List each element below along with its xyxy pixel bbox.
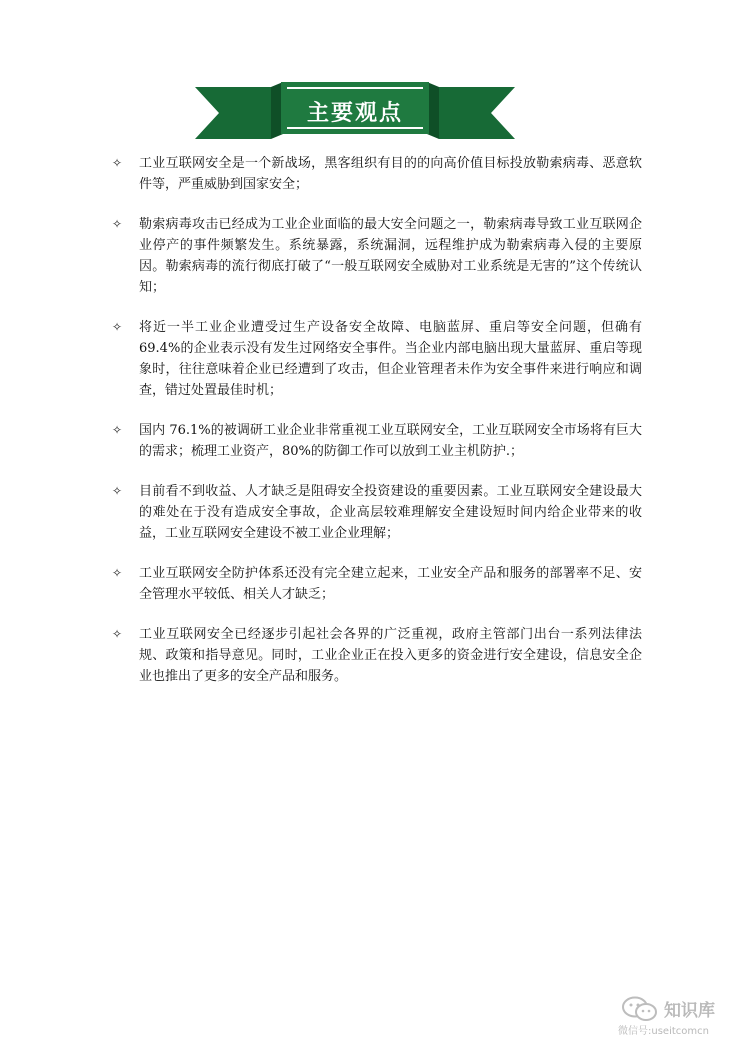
- point-text: 国内 76.1%的被调研工业企业非常重视工业互联网安全，工业互联网安全市场将有巨大的需求；梳理工业资产，80%的防御工作可以放到工业主机防护.；: [139, 423, 642, 459]
- banner-title: 主要观点: [306, 101, 403, 126]
- list-item: [112, 317, 642, 401]
- point-text: 勒索病毒攻击已经成为工业企业面临的最大安全问题之一，勒索病毒导致工业互联网企业停产的事件频繁发生。系统暴露，系统漏洞，远程维护成为勒索病毒入侵的主要原因。勒索病毒的流行彻底打破了“一般互联网安全威胁对工业系统是无害的”这个传统认知；: [139, 217, 642, 295]
- diamond-outline-icon: ✧: [112, 627, 123, 641]
- wechat-icon: [622, 996, 658, 1022]
- diamond-outline-icon: ✧: [112, 320, 123, 334]
- diamond-outline-icon: ✧: [112, 566, 123, 580]
- point-text: 将近一半工业企业遭受过生产设备安全故障、电脑蓝屏、重启等安全问题，但确有 69.4%的企业表示没有发生过网络安全事件。当企业内部电脑出现大量蓝屏、重启等现象时，往往意味着企业已经遭到了攻击，但企业管理者未作为安全事件来进行响应和调查，错过处置最佳时机；: [139, 320, 642, 398]
- list-item: [112, 420, 642, 462]
- diamond-outline-icon: ✧: [112, 156, 123, 170]
- section-banner: [195, 82, 515, 144]
- point-text: 工业互联网安全已经逐步引起社会各界的广泛重视，政府主管部门出台一系列法律法规、政策和指导意见。同时，工业企业正在投入更多的资金进行安全建设，信息安全企业也推出了更多的安全产品和服务。: [139, 627, 642, 684]
- list-item: [112, 153, 642, 195]
- point-text: 工业互联网安全是一个新战场，黑客组织有目的的向高价值目标投放勒索病毒、恶意软件等，严重威胁到国家安全；: [139, 156, 642, 192]
- point-text: 工业互联网安全防护体系还没有完全建立起来，工业安全产品和服务的部署率不足、安全管理水平较低、相关人才缺乏；: [139, 566, 642, 602]
- list-item: [112, 214, 642, 298]
- watermark: [614, 992, 734, 1040]
- diamond-outline-icon: ✧: [112, 484, 123, 498]
- list-item: [112, 481, 642, 544]
- key-points-list: [112, 153, 642, 706]
- diamond-outline-icon: ✧: [112, 217, 123, 231]
- list-item: [112, 624, 642, 687]
- diamond-outline-icon: ✧: [112, 423, 123, 437]
- point-text: 目前看不到收益、人才缺乏是阻碍安全投资建设的重要因素。工业互联网安全建设最大的难处在于没有造成安全事故，企业高层较难理解安全建设短时间内给企业带来的收益，工业互联网安全建设不被工业企业理解；: [139, 484, 642, 541]
- watermark-name: 知识库: [664, 1001, 715, 1021]
- list-item: [112, 563, 642, 605]
- watermark-account: 微信号:useitcomcn: [618, 1026, 709, 1037]
